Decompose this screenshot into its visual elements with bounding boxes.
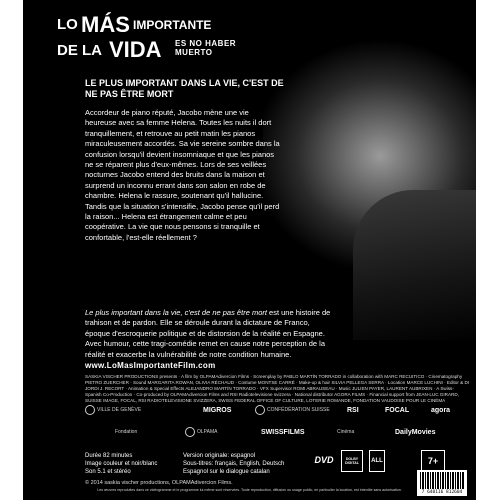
credits-block: SASKIA VISCHER PRODUCTIONS presents · A film by OLPAMAdivercion Films · Screenplay by PABLO MARTÍN TORRADO in collaboration with MARC RECUITICO · Cinematography PIETRO ZUERCHER · Sound MARGARITA ROWAN, OLIVIA RÉCHAUD · Costume MONTSE CARRÉ · Make-up & hair SILVIA PELLEGA SERRA · Location MARCE LUCHINI · Editor & DI JORDI J. RECORT · Animation & Special Effects ALEJANDRO MARTÍN TORRADO · VFX Supervisor ROMI ABRAUSEAU · Music JULIEN PAYER, LAURENT AUBRIXEN · A Swiss-Spanish Co-Production · Co-produced by OLPAMAdivercion Films and RSI Radiotelevisione svizzera · National distributor AGORA FILMS · Financial support from JEAN-LUC GIRARD, SUISSE IMAGE, FOCAL, RSI RADIOTELEVISIONE SVIZZERA, SWISS FEDERAL OFFICE OF CULTURE, LOTERIE ROMANDE, FONDATION VAUDOISE POUR LE CINÉMA — [85, 374, 470, 404]
title-es-no-haber: ES NO HABER — [175, 39, 237, 48]
title-muerto: MUERTO — [175, 48, 213, 57]
spec-sound: Son 5.1 et stéréo — [85, 469, 131, 475]
title-de-la: DE LA — [57, 42, 102, 59]
logo-cinema: Cinéma — [337, 429, 355, 435]
region-all-icon: ALL — [369, 450, 385, 472]
dvd-logo-icon: DVD — [314, 455, 334, 465]
swiss-cross-icon — [255, 405, 265, 415]
dolby-logo-icon: DOLBY DIGITAL — [341, 450, 363, 472]
title-mas: MÁS — [81, 12, 130, 37]
spec-duration: Durée 82 minutes — [85, 453, 133, 459]
age-rating-badge: 7+ — [421, 450, 445, 472]
logo-swissfilms: SWISSFILMS — [261, 428, 305, 436]
sponsor-logos-row-2 — [85, 425, 470, 443]
synopsis-second-paragraph — [85, 308, 335, 360]
title-vida: VIDA — [109, 37, 162, 62]
lang-original: Version originale: espagnol — [183, 453, 256, 459]
portrait-shoulder — [353, 190, 476, 340]
logo-agora: agora — [431, 406, 451, 414]
logo-focal: FOCAL — [385, 406, 410, 414]
technical-specs — [85, 452, 165, 476]
film-title — [57, 12, 277, 60]
website-link[interactable]: www.LoMasImportanteFilm.com — [85, 361, 216, 370]
barcode-bars — [420, 472, 464, 489]
logo-confederation: CONFÉDÉRATION SUISSE — [255, 403, 330, 417]
logo-fondation: Fondation — [115, 429, 138, 435]
language-info — [183, 452, 303, 476]
portrait-photo — [263, 40, 476, 330]
barcode-digits: 7 640116 812604 — [421, 490, 463, 495]
logo-migros: MIGROS — [203, 406, 232, 414]
title-importante: IMPORTANTE — [133, 18, 212, 32]
logo-dailymovies: DailyMovies — [395, 428, 436, 436]
synopsis: Accordeur de piano réputé, Jacobo mène une vie heureuse avec sa femme Helena. Toutes les nuits il dort tranquillement, et retrouve au petit matin les pianos miraculeusement accordés. Sa vie sereine sombre dans la confusion lorsqu'il devient insomniaque et que les pianos ne se réparent plus d'eux-mêmes. Lors de ses veillées nocturnes Jacobo entend des bruits dans la maison et surprend un inconnu errant dans son salon en robe de chambre. Helena le rassure, soutenant qu'il hallucine. Tandis que la situation s'intensifie, Jacobo pense qu'il perd la raison... Helena est étrangement calme et peu coopérative. La vie que nous pensons si tranquille et confortable, l'est-elle réellement ? — [85, 108, 280, 242]
sponsor-logos-row-1 — [85, 403, 470, 421]
synopsis-title-italic: Le plus important dans la vie, c'est de ne pas être mort — [85, 308, 267, 317]
synopsis-second-text: est une histoire de trahison et de pardon. Elle se déroule durant la dictature de Franco, époque d'escroquerie politique et de distorsion de la réalité en Espagne. Avec humour, cette tragi-comédie remet en cause notre perception de la réalité et exacerbe la vulnérabilité de notre condition humaine. — [85, 308, 331, 359]
logo-rsi: RSI — [347, 406, 359, 414]
bird-icon — [185, 427, 195, 437]
lang-catalan: Espagnol sur le dialogue catalan — [183, 469, 270, 475]
title-lo: LO — [57, 16, 78, 33]
logo-olpama: OLPAMA — [185, 425, 217, 439]
tagline: LE PLUS IMPORTANT DANS LA VIE, C'EST DE NE PAS ÊTRE MORT — [85, 78, 284, 99]
logo-ville-de-geneve: VILLE DE GENÈVE — [85, 403, 141, 417]
copyright-notice: © 2014 saskia vischer productions, OLPAMAdivercion Films. — [85, 480, 233, 486]
lang-subtitles: Sous-titres: français, English, Deutsch — [183, 461, 285, 467]
spec-image: Image couleur et noir/blanc — [85, 461, 158, 467]
crest-icon — [85, 405, 95, 415]
legal-notice: Les œuvres reproduites dans ce vidéogramme et le programme lui-même sont réservées. Toute reproduction, diffusion ou usage public, en particulier la location, est interdite sans autorisation. — [97, 488, 402, 492]
dvd-back-cover — [23, 0, 476, 500]
